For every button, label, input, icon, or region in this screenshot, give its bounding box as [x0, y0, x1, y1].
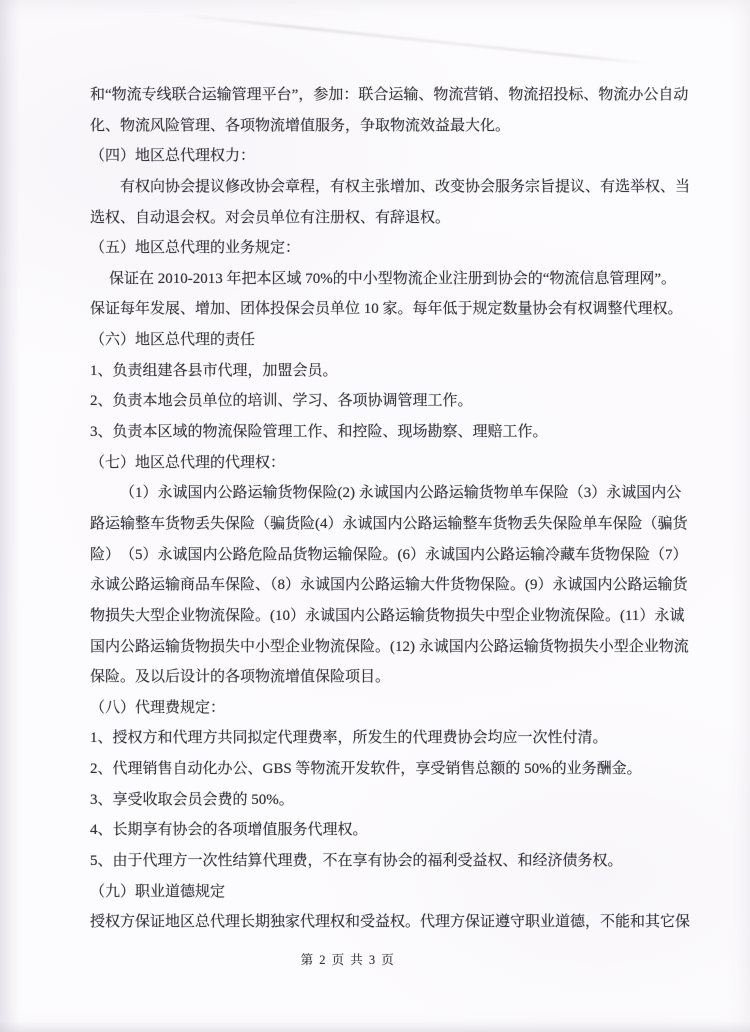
list-item: 4、长期享有协会的各项增值服务代理权。 — [90, 822, 368, 839]
doc-line: 有权向协会提议修改协会章程，有权主张增加、改变协会服务宗旨提议、有选举权、当 — [120, 178, 691, 195]
section-heading: （九）职业道德规定 — [90, 883, 226, 900]
doc-line: 化、物流风险管理、各项物流增值服务，争取物流效益最大化。 — [90, 117, 511, 134]
page-number: 第 2 页 共 3 页 — [300, 953, 396, 967]
list-item: 3、享受收取会员会费的 50%。 — [90, 791, 294, 808]
doc-line: 授权方保证地区总代理长期独家代理权和受益权。代理方保证遵守职业道德，不能和其它保 — [90, 914, 691, 931]
doc-line: 物损失大型企业物流保险。(10）永诚国内公路运输货物损失中型企业物流保险。(11）永诚 — [90, 607, 685, 624]
list-item: 1、负责组建各县市代理，加盟会员。 — [90, 362, 338, 379]
doc-line: 保险。及以后设计的各项物流增值保险项目。 — [90, 669, 391, 686]
list-item: 5、由于代理方一次性结算代理费，不在享有协会的福利受益权、和经济债务权。 — [90, 853, 623, 870]
scan-edge-shadow-bottom — [0, 1022, 750, 1032]
doc-line: 选权、自动退会权。对会员单位有注册权、有辞退权。 — [90, 209, 451, 226]
list-item: 2、代理销售自动化办公、GBS 等物流开发软件，享受销售总额的 50%的业务酬金。 — [90, 761, 642, 778]
section-heading: （五）地区总代理的业务规定： — [90, 240, 301, 257]
doc-line: （1）永诚国内公路运输货物保险(2) 永诚国内公路运输货物单车保险（3）永诚国内公 — [120, 485, 682, 502]
section-heading: （四）地区总代理权力： — [90, 148, 256, 165]
list-item: 2、负责本地会员单位的培训、学习、各项协调管理工作。 — [90, 393, 473, 410]
doc-line: 保证每年发展、增加、团体投保会员单位 10 家。每年低于规定数量协会有权调整代理权。 — [90, 301, 683, 318]
doc-line: 保证在 2010-2013 年把本区域 70%的中小型物流企业注册到协会的“物流信息管理网”。 — [109, 270, 677, 287]
doc-line: 国内公路运输货物损失中小型企业物流保险。(12) 永诚国内公路运输货物损失小型企业物流 — [90, 638, 689, 655]
document-body — [90, 80, 696, 938]
section-heading: （七）地区总代理的代理权： — [90, 454, 286, 471]
list-item: 3、负责本区域的物流保险管理工作、和控险、现场勘察、理赔工作。 — [90, 424, 548, 441]
list-item: 1、授权方和代理方共同拟定代理费率，所发生的代理费协会均应一次性付清。 — [90, 730, 608, 747]
section-heading: （六）地区总代理的责任 — [90, 332, 256, 349]
paper-crease — [178, 14, 648, 65]
doc-line: 险） （5）永诚国内公路危险品货物运输保险。(6）永诚国内公路运输冷藏车货物保险（7） — [90, 546, 688, 563]
doc-line: 和“物流专线联合运输管理平台”，参加：联合运输、物流营销、物流招投标、物流办公自动 — [90, 87, 689, 103]
scan-edge-shadow-left — [0, 0, 20, 1032]
doc-line: 永诚公路运输商品车保险、（8）永诚国内公路运输大件货物保险。(9）永诚国内公路运输货 — [90, 577, 688, 594]
section-heading: （八）代理费规定： — [90, 699, 226, 716]
doc-line: 路运输整车货物丢失保险（骗货险(4）永诚国内公路运输整车货物丢失保险单车保险（骗货 — [90, 515, 688, 532]
